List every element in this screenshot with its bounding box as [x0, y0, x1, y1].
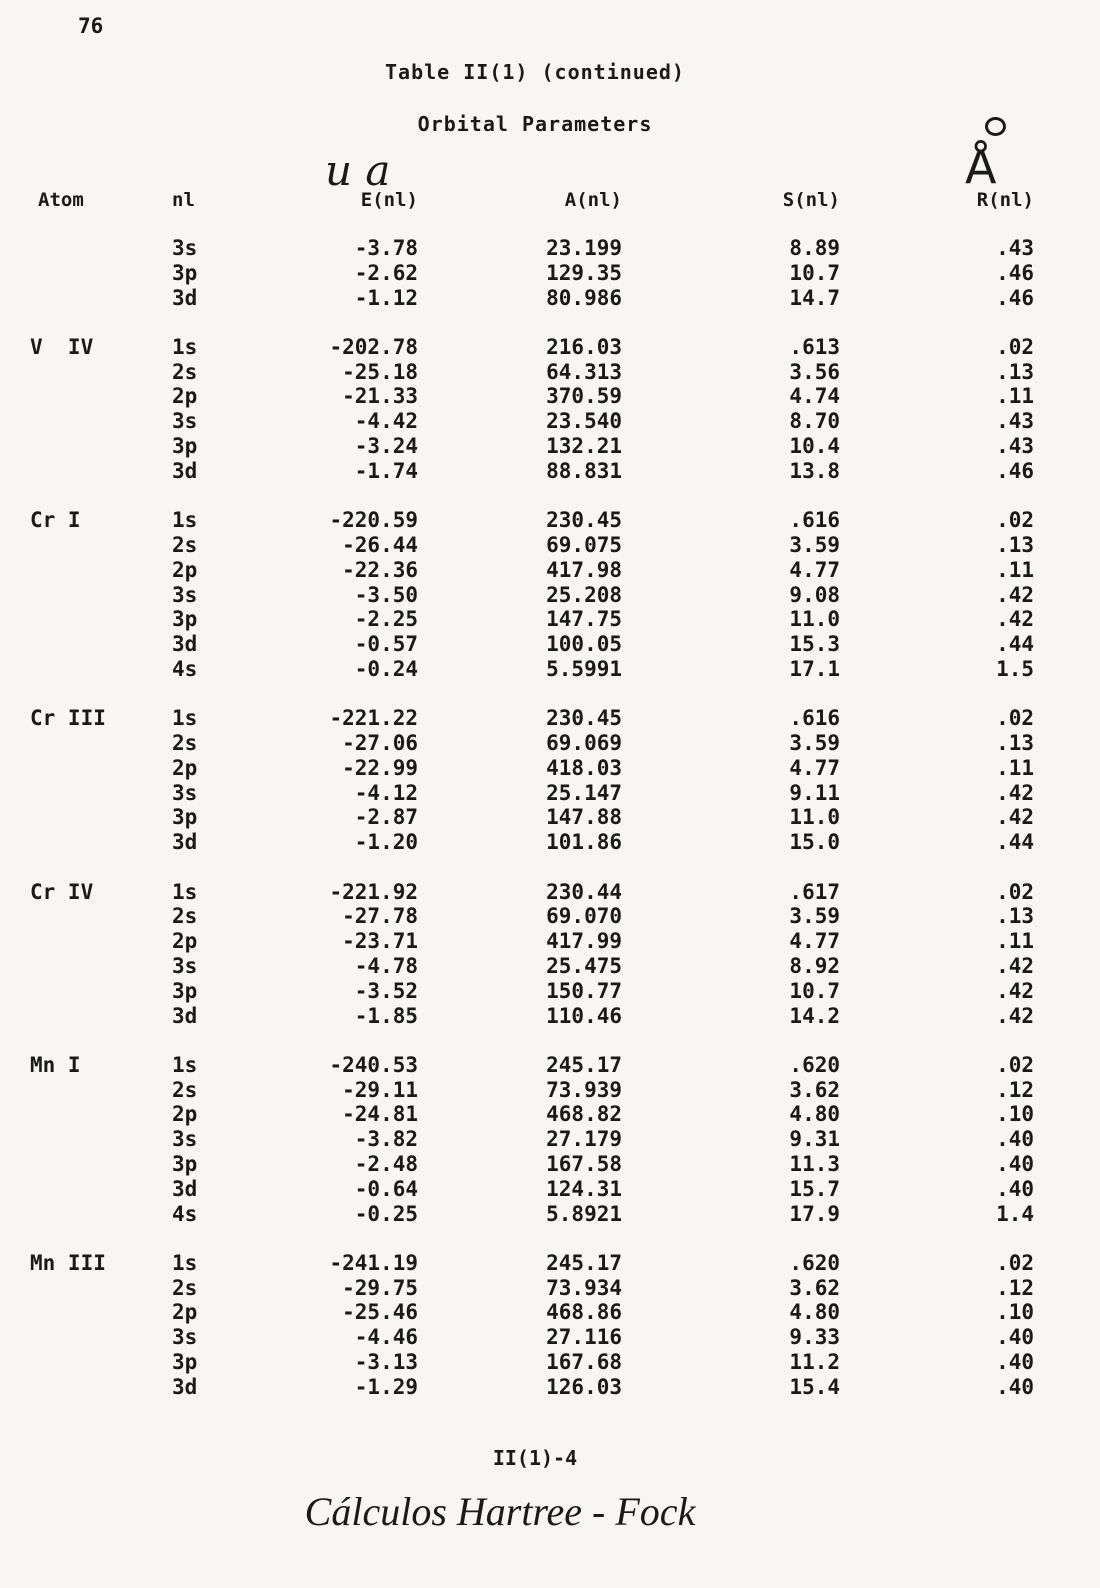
- s-value: 3.59: [789, 904, 840, 929]
- orbital-nl: 3p: [172, 1152, 198, 1176]
- energy-value: -23.71: [342, 929, 418, 954]
- energy-value: -2.25: [354, 607, 418, 632]
- energy-value: -221.92: [329, 879, 418, 904]
- atom-group: [0, 706, 1100, 855]
- energy-value: -3.78: [354, 236, 418, 260]
- s-value: 11.0: [789, 805, 840, 830]
- table-row: [0, 1375, 1100, 1400]
- orbital-nl: 3p: [172, 434, 198, 459]
- table-row: [0, 979, 1100, 1004]
- r-value: .11: [996, 755, 1034, 780]
- r-value: .02: [996, 706, 1034, 731]
- a-value: 124.31: [546, 1176, 622, 1201]
- r-value: .40: [996, 1127, 1034, 1152]
- a-value: 468.82: [546, 1102, 622, 1127]
- orbital-nl: 4s: [172, 656, 198, 681]
- r-value: .40: [996, 1374, 1034, 1399]
- a-value: 147.75: [546, 607, 622, 632]
- table-row: [0, 360, 1100, 385]
- r-value: .46: [996, 260, 1034, 285]
- r-value: .02: [996, 334, 1034, 359]
- r-value: .40: [996, 1176, 1034, 1201]
- table-row: [0, 1053, 1100, 1078]
- energy-value: -29.75: [342, 1275, 418, 1300]
- energy-value: -0.24: [354, 656, 418, 681]
- a-value: 69.069: [546, 731, 622, 756]
- s-value: 9.33: [789, 1325, 840, 1350]
- footer-code: II(1)-4: [492, 1446, 578, 1470]
- r-value: .02: [996, 1052, 1034, 1077]
- energy-value: -241.19: [329, 1250, 418, 1275]
- energy-value: -1.12: [354, 285, 418, 310]
- a-value: 230.45: [546, 508, 622, 533]
- a-value: 27.116: [546, 1325, 622, 1350]
- s-value: 11.2: [789, 1350, 840, 1375]
- orbital-nl: 2s: [172, 1077, 198, 1102]
- a-value: 150.77: [546, 978, 622, 1003]
- energy-value: -3.50: [354, 582, 418, 607]
- energy-value: -0.25: [354, 1201, 418, 1226]
- table-row: [0, 1276, 1100, 1301]
- table-subtitle: Orbital Parameters: [417, 112, 653, 136]
- table-row: [0, 657, 1100, 682]
- orbital-nl: 1s: [172, 508, 198, 533]
- table-row: [0, 830, 1100, 855]
- energy-value: -1.85: [354, 1003, 418, 1028]
- s-value: 3.62: [789, 1077, 840, 1102]
- a-value: 25.147: [546, 780, 622, 805]
- a-value: 167.68: [546, 1350, 622, 1375]
- table-row: [0, 335, 1100, 360]
- energy-value: -2.62: [354, 260, 418, 285]
- table-row: [0, 731, 1100, 756]
- r-value: .12: [996, 1077, 1034, 1102]
- header-r: R(nl): [976, 189, 1034, 211]
- orbital-nl: 3p: [172, 978, 198, 1003]
- r-value: .43: [996, 434, 1034, 459]
- table-row: [0, 384, 1100, 409]
- s-value: 3.59: [789, 532, 840, 557]
- orbital-nl: 3p: [172, 607, 198, 632]
- a-value: 230.45: [546, 706, 622, 731]
- r-value: .40: [996, 1325, 1034, 1350]
- r-value: .12: [996, 1275, 1034, 1300]
- orbital-nl: 3d: [172, 458, 198, 483]
- table-row: [0, 632, 1100, 657]
- handwritten-angstrom-ring: [985, 117, 1006, 136]
- orbital-nl: 3s: [172, 1127, 198, 1152]
- s-value: 8.70: [789, 409, 840, 434]
- table-row: [0, 409, 1100, 434]
- s-value: .617: [789, 879, 840, 904]
- energy-value: -25.18: [342, 359, 418, 384]
- r-value: .42: [996, 1003, 1034, 1028]
- r-value: .42: [996, 805, 1034, 830]
- energy-value: -2.48: [354, 1152, 418, 1176]
- table-row: [0, 1350, 1100, 1375]
- s-value: 15.7: [789, 1176, 840, 1201]
- orbital-nl: 3d: [172, 1176, 198, 1201]
- orbital-nl: 2p: [172, 1300, 198, 1325]
- a-value: 69.075: [546, 532, 622, 557]
- energy-value: -3.52: [354, 978, 418, 1003]
- atom-label: Mn I: [30, 1052, 81, 1077]
- r-value: .10: [996, 1300, 1034, 1325]
- table-row: [0, 1102, 1100, 1127]
- table-row: [0, 1325, 1100, 1350]
- orbital-nl: 2s: [172, 359, 198, 384]
- orbital-nl: 3s: [172, 953, 198, 978]
- a-value: 25.475: [546, 953, 622, 978]
- s-value: 14.2: [789, 1003, 840, 1028]
- table-row: [0, 781, 1100, 806]
- r-value: .42: [996, 953, 1034, 978]
- s-value: 10.7: [789, 260, 840, 285]
- energy-value: -22.36: [342, 557, 418, 582]
- orbital-nl: 1s: [172, 879, 198, 904]
- table-row: [0, 583, 1100, 608]
- energy-value: -22.99: [342, 755, 418, 780]
- atom-group: [0, 236, 1100, 310]
- orbital-nl: 2s: [172, 1275, 198, 1300]
- s-value: 3.62: [789, 1275, 840, 1300]
- r-value: .46: [996, 285, 1034, 310]
- orbital-nl: 3p: [172, 805, 198, 830]
- s-value: 9.08: [789, 582, 840, 607]
- orbital-nl: 2s: [172, 731, 198, 756]
- a-value: 418.03: [546, 755, 622, 780]
- atom-group: [0, 1251, 1100, 1400]
- r-value: .43: [996, 236, 1034, 260]
- header-atom: Atom: [38, 189, 84, 211]
- s-value: 15.0: [789, 830, 840, 855]
- s-value: 4.80: [789, 1300, 840, 1325]
- table-row: [0, 286, 1100, 311]
- s-value: 4.80: [789, 1102, 840, 1127]
- page-number: 76: [78, 14, 104, 38]
- orbital-nl: 3s: [172, 1325, 198, 1350]
- atom-label: Cr I: [30, 508, 81, 533]
- table-row: [0, 459, 1100, 484]
- s-value: .613: [789, 334, 840, 359]
- s-value: 4.77: [789, 557, 840, 582]
- a-value: 5.8921: [546, 1201, 622, 1226]
- a-value: 64.313: [546, 359, 622, 384]
- a-value: 25.208: [546, 582, 622, 607]
- r-value: 1.5: [996, 656, 1034, 681]
- atom-label: Cr III: [30, 706, 106, 731]
- energy-value: -25.46: [342, 1300, 418, 1325]
- a-value: 245.17: [546, 1052, 622, 1077]
- atom-group: [0, 508, 1100, 682]
- table-row: [0, 1004, 1100, 1029]
- table-header-row: [0, 189, 1100, 213]
- r-value: .13: [996, 532, 1034, 557]
- a-value: 5.5991: [546, 656, 622, 681]
- energy-value: -21.33: [342, 384, 418, 409]
- s-value: .616: [789, 508, 840, 533]
- table-row: [0, 805, 1100, 830]
- orbital-nl: 3p: [172, 1350, 198, 1375]
- energy-value: -1.20: [354, 830, 418, 855]
- a-value: 23.199: [546, 236, 622, 260]
- a-value: 370.59: [546, 384, 622, 409]
- orbital-nl: 3d: [172, 1003, 198, 1028]
- orbital-table-body: [0, 236, 1100, 1424]
- table-row: [0, 880, 1100, 905]
- orbital-nl: 3p: [172, 260, 198, 285]
- atom-group: [0, 880, 1100, 1029]
- r-value: .46: [996, 458, 1034, 483]
- handwritten-caption: Cálculos Hartree - Fock: [304, 1489, 696, 1534]
- s-value: 14.7: [789, 285, 840, 310]
- r-value: .02: [996, 879, 1034, 904]
- r-value: .10: [996, 1102, 1034, 1127]
- r-value: .40: [996, 1152, 1034, 1176]
- s-value: .616: [789, 706, 840, 731]
- s-value: .620: [789, 1250, 840, 1275]
- s-value: 11.0: [789, 607, 840, 632]
- s-value: 17.9: [789, 1201, 840, 1226]
- energy-value: -1.74: [354, 458, 418, 483]
- r-value: .44: [996, 830, 1034, 855]
- energy-value: -27.06: [342, 731, 418, 756]
- s-value: 4.74: [789, 384, 840, 409]
- s-value: 8.92: [789, 953, 840, 978]
- table-row: [0, 261, 1100, 286]
- a-value: 27.179: [546, 1127, 622, 1152]
- r-value: .13: [996, 904, 1034, 929]
- a-value: 69.070: [546, 904, 622, 929]
- atom-group: [0, 335, 1100, 484]
- energy-value: -4.42: [354, 409, 418, 434]
- s-value: 11.3: [789, 1152, 840, 1176]
- a-value: 417.99: [546, 929, 622, 954]
- orbital-nl: 2p: [172, 384, 198, 409]
- a-value: 245.17: [546, 1250, 622, 1275]
- orbital-nl: 2p: [172, 929, 198, 954]
- atom-label: Mn III: [30, 1250, 106, 1275]
- orbital-nl: 3d: [172, 1374, 198, 1399]
- energy-value: -3.24: [354, 434, 418, 459]
- a-value: 129.35: [546, 260, 622, 285]
- a-value: 100.05: [546, 632, 622, 657]
- energy-value: -3.82: [354, 1127, 418, 1152]
- table-row: [0, 1202, 1100, 1227]
- a-value: 80.986: [546, 285, 622, 310]
- energy-value: -3.13: [354, 1350, 418, 1375]
- s-value: 9.11: [789, 780, 840, 805]
- a-value: 167.58: [546, 1152, 622, 1176]
- table-row: [0, 607, 1100, 632]
- r-value: .11: [996, 929, 1034, 954]
- s-value: 4.77: [789, 929, 840, 954]
- r-value: .11: [996, 384, 1034, 409]
- r-value: .43: [996, 409, 1034, 434]
- table-row: [0, 1152, 1100, 1177]
- orbital-nl: 3s: [172, 582, 198, 607]
- s-value: 3.56: [789, 359, 840, 384]
- orbital-nl: 2p: [172, 755, 198, 780]
- a-value: 147.88: [546, 805, 622, 830]
- s-value: 13.8: [789, 458, 840, 483]
- orbital-nl: 1s: [172, 1052, 198, 1077]
- header-nl: nl: [172, 189, 195, 211]
- table-title: Table II(1) (continued): [385, 60, 685, 84]
- s-value: 3.59: [789, 731, 840, 756]
- handwritten-energy-units: u a: [325, 146, 391, 195]
- orbital-nl: 3d: [172, 285, 198, 310]
- s-value: 4.77: [789, 755, 840, 780]
- s-value: 9.31: [789, 1127, 840, 1152]
- s-value: .620: [789, 1052, 840, 1077]
- r-value: .02: [996, 508, 1034, 533]
- orbital-nl: 3s: [172, 409, 198, 434]
- s-value: 10.7: [789, 978, 840, 1003]
- r-value: .42: [996, 582, 1034, 607]
- table-row: [0, 1127, 1100, 1152]
- energy-value: -4.46: [354, 1325, 418, 1350]
- orbital-nl: 1s: [172, 334, 198, 359]
- orbital-nl: 3s: [172, 780, 198, 805]
- r-value: .02: [996, 1250, 1034, 1275]
- a-value: 23.540: [546, 409, 622, 434]
- energy-value: -221.22: [329, 706, 418, 731]
- s-value: 15.4: [789, 1374, 840, 1399]
- energy-value: -4.78: [354, 953, 418, 978]
- r-value: .42: [996, 780, 1034, 805]
- a-value: 101.86: [546, 830, 622, 855]
- s-value: 8.89: [789, 236, 840, 260]
- energy-value: -1.29: [354, 1374, 418, 1399]
- atom-label: V IV: [30, 334, 94, 359]
- orbital-nl: 2s: [172, 532, 198, 557]
- a-value: 417.98: [546, 557, 622, 582]
- r-value: .42: [996, 607, 1034, 632]
- table-row: [0, 904, 1100, 929]
- a-value: 132.21: [546, 434, 622, 459]
- header-a: A(nl): [564, 189, 622, 211]
- atom-group: [0, 1053, 1100, 1227]
- orbital-nl: 4s: [172, 1201, 198, 1226]
- energy-value: -202.78: [329, 334, 418, 359]
- table-row: [0, 508, 1100, 533]
- table-row: [0, 533, 1100, 558]
- orbital-nl: 2s: [172, 904, 198, 929]
- r-value: .13: [996, 731, 1034, 756]
- table-row: [0, 236, 1100, 261]
- energy-value: -26.44: [342, 532, 418, 557]
- orbital-nl: 3d: [172, 830, 198, 855]
- atom-label: Cr IV: [30, 879, 94, 904]
- energy-value: -24.81: [342, 1102, 418, 1127]
- handwritten-radius-units: Å: [965, 140, 997, 194]
- a-value: 230.44: [546, 879, 622, 904]
- r-value: 1.4: [996, 1201, 1034, 1226]
- a-value: 73.939: [546, 1077, 622, 1102]
- orbital-nl: 2p: [172, 557, 198, 582]
- table-row: [0, 756, 1100, 781]
- table-row: [0, 434, 1100, 459]
- table-row: [0, 1300, 1100, 1325]
- table-row: [0, 954, 1100, 979]
- r-value: .42: [996, 978, 1034, 1003]
- orbital-nl: 3d: [172, 632, 198, 657]
- header-s: S(nl): [782, 189, 840, 211]
- table-row: [0, 1078, 1100, 1103]
- a-value: 110.46: [546, 1003, 622, 1028]
- orbital-nl: 3s: [172, 236, 198, 260]
- energy-value: -4.12: [354, 780, 418, 805]
- s-value: 10.4: [789, 434, 840, 459]
- table-row: [0, 558, 1100, 583]
- a-value: 468.86: [546, 1300, 622, 1325]
- a-value: 73.934: [546, 1275, 622, 1300]
- s-value: 17.1: [789, 656, 840, 681]
- table-row: [0, 706, 1100, 731]
- energy-value: -29.11: [342, 1077, 418, 1102]
- r-value: .11: [996, 557, 1034, 582]
- table-row: [0, 1177, 1100, 1202]
- energy-value: -2.87: [354, 805, 418, 830]
- a-value: 126.03: [546, 1374, 622, 1399]
- r-value: .40: [996, 1350, 1034, 1375]
- orbital-nl: 1s: [172, 706, 198, 731]
- a-value: 216.03: [546, 334, 622, 359]
- energy-value: -27.78: [342, 904, 418, 929]
- table-row: [0, 929, 1100, 954]
- header-energy: E(nl): [360, 189, 418, 211]
- orbital-nl: 1s: [172, 1250, 198, 1275]
- energy-value: -0.64: [354, 1176, 418, 1201]
- r-value: .13: [996, 359, 1034, 384]
- energy-value: -0.57: [354, 632, 418, 657]
- s-value: 15.3: [789, 632, 840, 657]
- energy-value: -240.53: [329, 1052, 418, 1077]
- orbital-nl: 2p: [172, 1102, 198, 1127]
- table-row: [0, 1251, 1100, 1276]
- energy-value: -220.59: [329, 508, 418, 533]
- a-value: 88.831: [546, 458, 622, 483]
- r-value: .44: [996, 632, 1034, 657]
